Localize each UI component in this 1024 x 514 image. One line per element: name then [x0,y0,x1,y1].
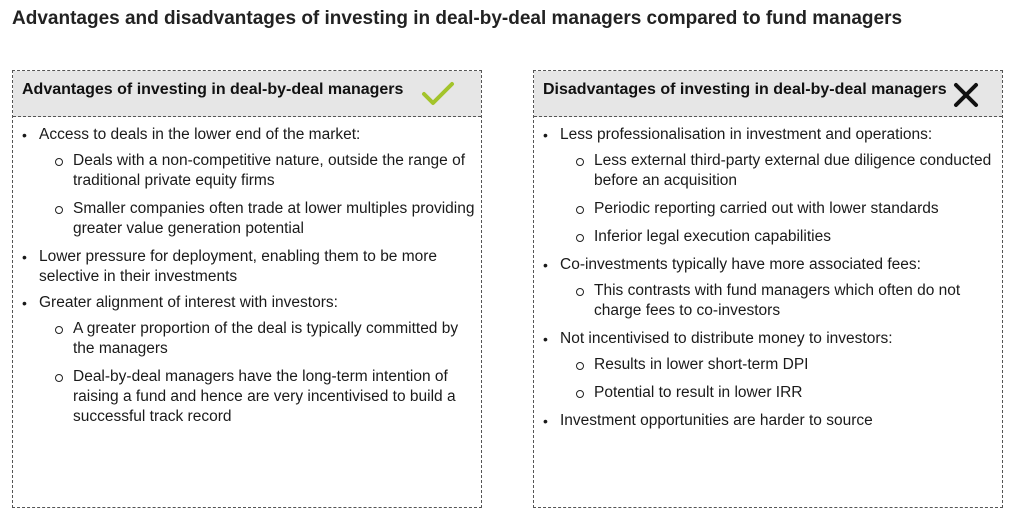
sub-list-item: Inferior legal execution capabilities [568,227,1002,247]
cross-icon [952,81,980,114]
list-item: • Investment opportunities are harder to source [534,411,1002,431]
sub-list-item: Less external third-party external due diligence conducted before an acquisition [568,151,1002,191]
list-item: • Not incentivised to distribute money to investors: Results in lower short-term DPI Potential to result in lower IRR [534,329,1002,403]
list-item: • Access to deals in the lower end of the market: Deals with a non-competitive nature, outside the range of traditional private equity firms Smaller companies often trade at lower multiples providing greater value generation potential [13,125,481,239]
list-item: • Greater alignment of interest with investors: A greater proportion of the deal is typically committed by the managers Deal-by-deal managers have the long-term intention of raising a fund and hence are very incentivised to build a successful track record [13,293,481,427]
check-icon [421,81,455,112]
disadvantages-panel [533,70,1003,508]
advantages-header [13,71,481,117]
sub-list-item: Deals with a non-competitive nature, outside the range of traditional private equity firms [47,151,481,191]
page-title: Advantages and disadvantages of investing in deal-by-deal managers compared to fund managers [12,8,903,29]
sub-list-item: This contrasts with fund managers which often do not charge fees to co-investors [568,281,1002,321]
disadvantages-title: Disadvantages of investing in deal-by-deal managers [543,81,947,98]
list-item: • Lower pressure for deployment, enabling them to be more selective in their investments [13,247,481,287]
list-item: • Less professionalisation in investment and operations: Less external third-party external due diligence conducted before an acquisition Periodic reporting carried out with lower standards Inferior legal execution capabilities [534,125,1002,247]
advantages-list [13,117,481,427]
sub-list-item: Smaller companies often trade at lower multiples providing greater value generation potential [47,199,481,239]
sub-list-item: Deal-by-deal managers have the long-term intention of raising a fund and hence are very incentivised to build a successful track record [47,367,481,427]
disadvantages-list [534,117,1002,431]
sub-list-item: A greater proportion of the deal is typically committed by the managers [47,319,481,359]
sub-list-item: Potential to result in lower IRR [568,383,1002,403]
advantages-title: Advantages of investing in deal-by-deal managers [22,81,404,98]
disadvantages-header [534,71,1002,117]
sub-list-item: Results in lower short-term DPI [568,355,1002,375]
sub-list-item: Periodic reporting carried out with lower standards [568,199,1002,219]
list-item: • Co-investments typically have more associated fees: This contrasts with fund managers which often do not charge fees to co-investors [534,255,1002,321]
advantages-panel [12,70,482,508]
